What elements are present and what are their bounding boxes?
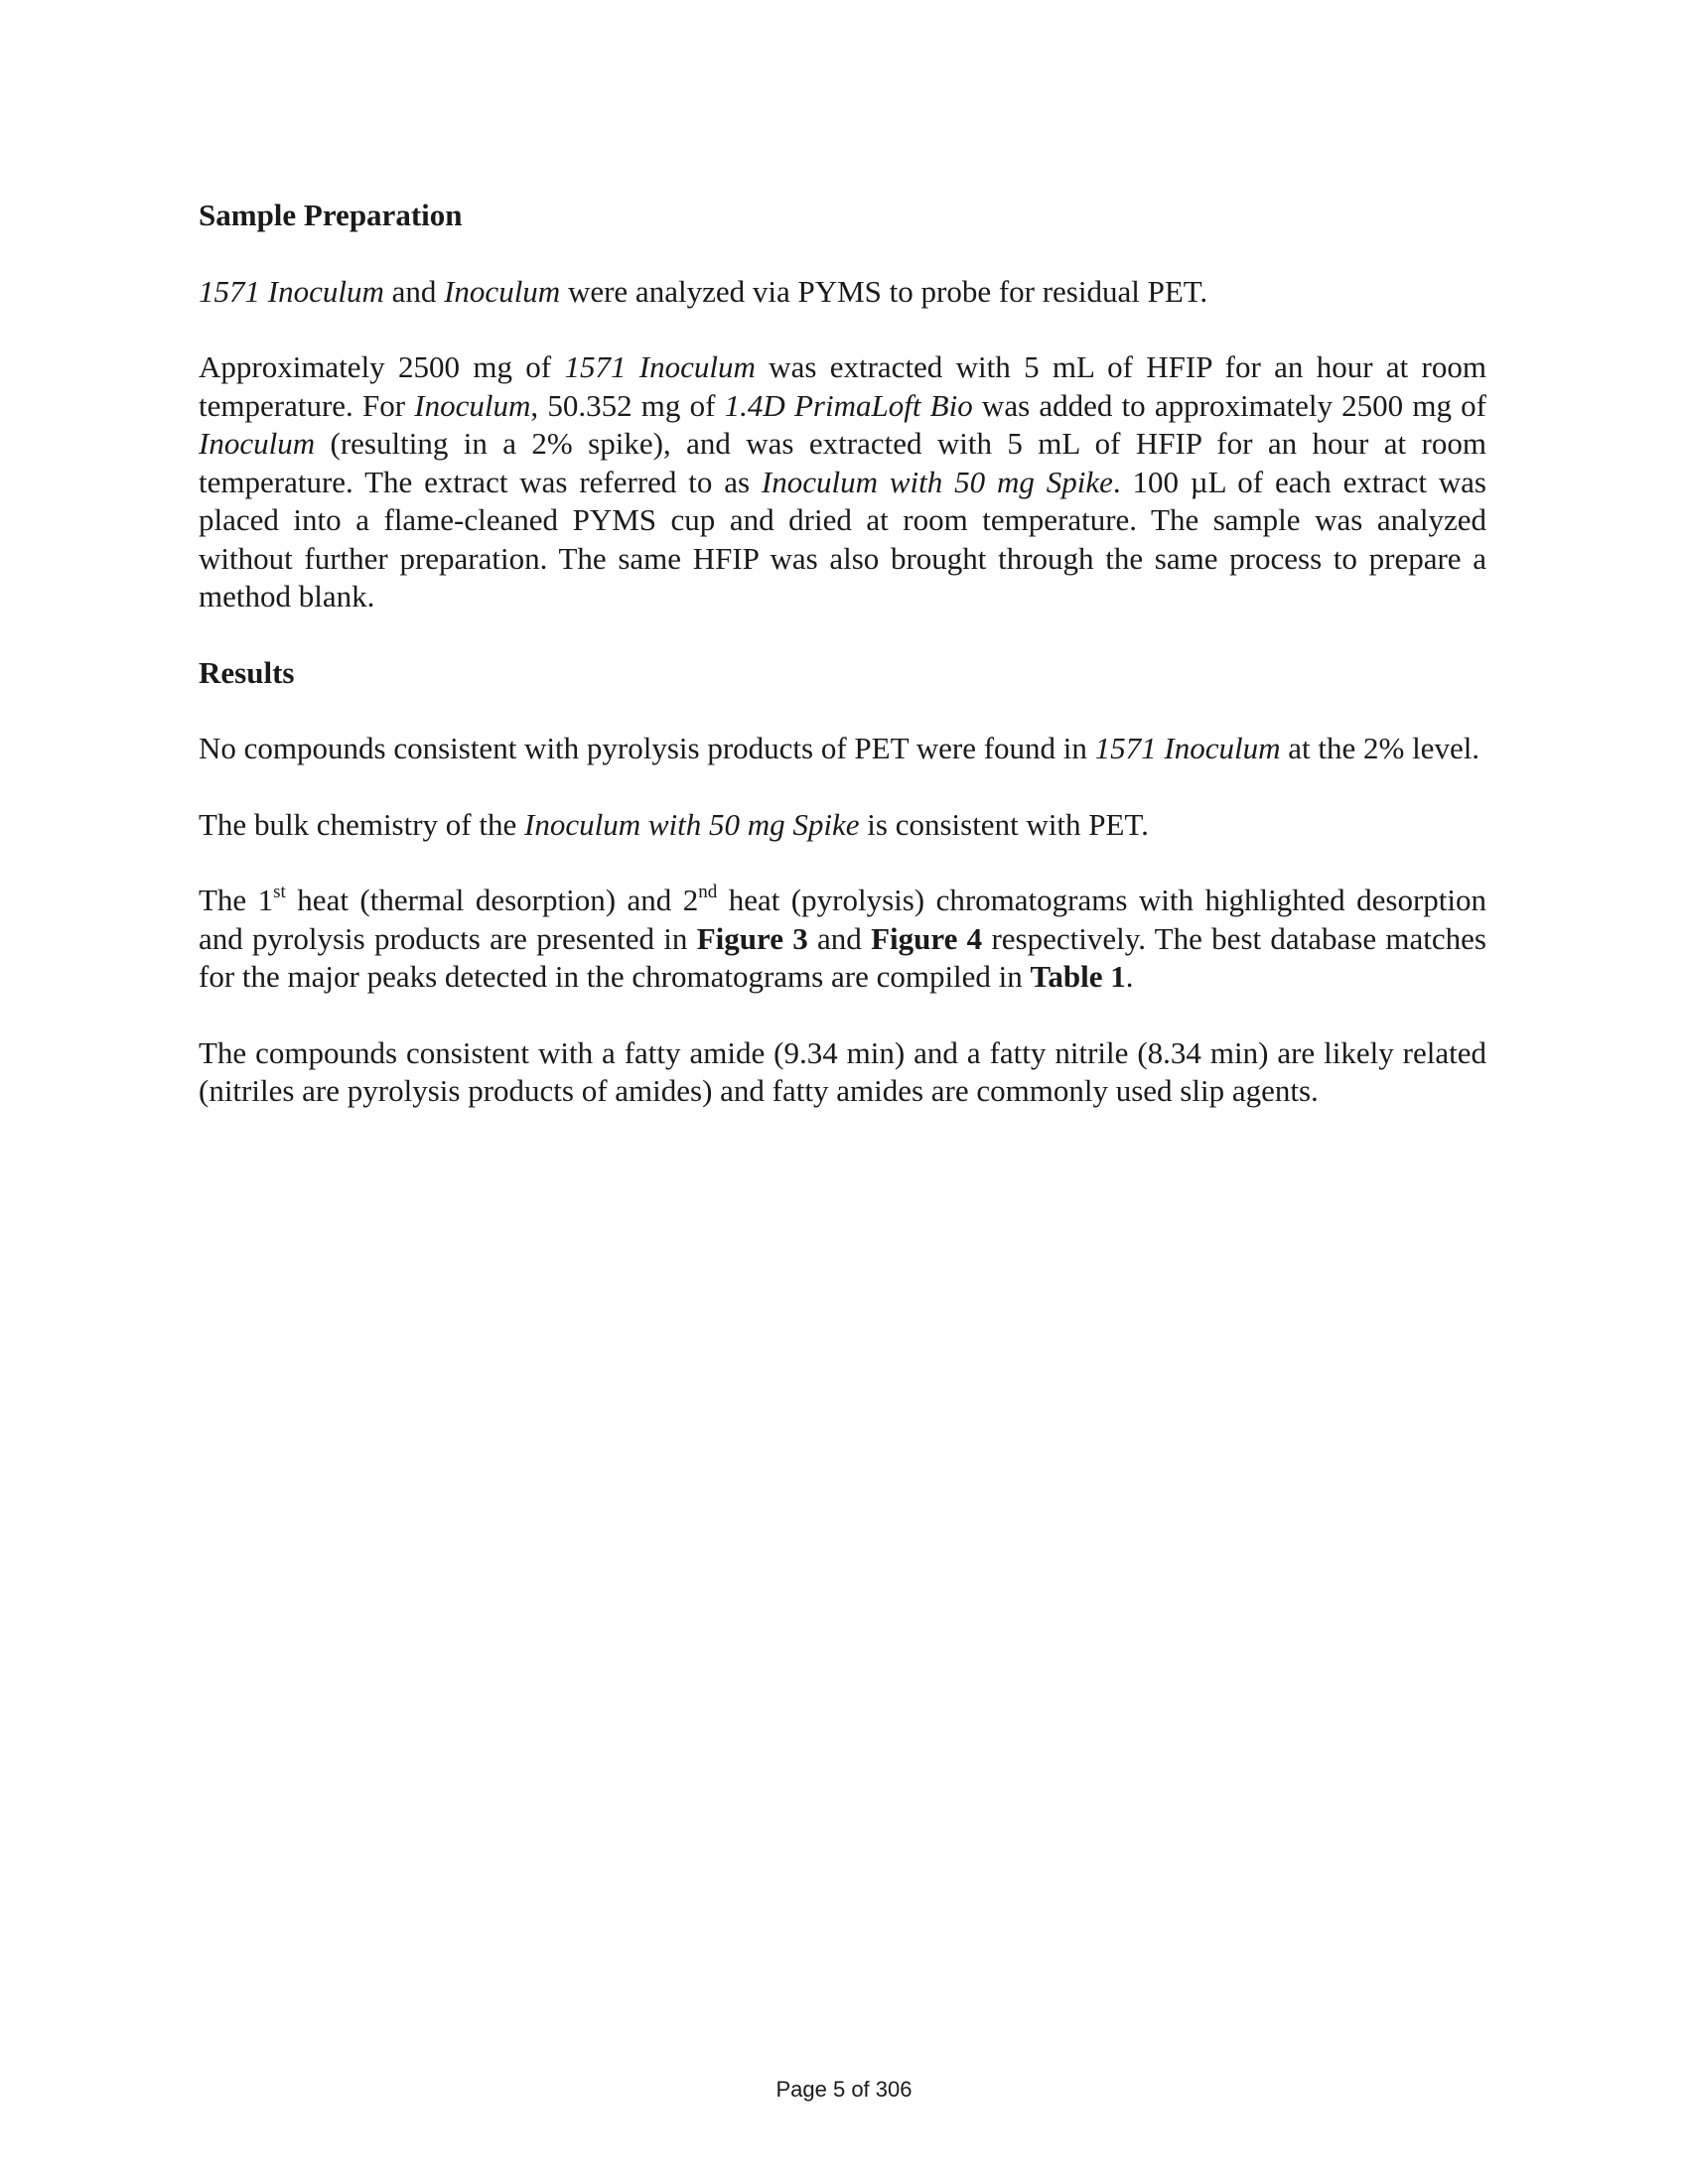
text-run: heat (pyrolysis) chromatograms with highlighted desorption and pyrolysis products are presented in [199,883,1486,956]
text-run: at the 2% level. [1280,731,1480,765]
paragraph-results-bulk [199,806,1486,845]
paragraph-results-amides [199,1034,1486,1111]
paragraph-results-pet [199,730,1486,768]
sample-name: Inoculum [199,426,316,461]
page-content [199,197,1486,1111]
sample-name: Inoculum [444,273,561,309]
text-run: The bulk chemistry of the [199,806,524,842]
superscript: nd [698,882,718,902]
heading-sample-preparation: Sample Preparation [199,198,463,232]
text-run: Approximately 2500 mg of [199,349,565,384]
paragraph-sample-prep-method [199,348,1486,616]
figure-reference: Figure 3 [696,920,808,956]
table-reference: Table 1 [1030,959,1126,994]
text-run: were analyzed via PYMS to probe for residual PET. [560,273,1208,309]
text-run: respectively. The best database matches for the major peaks detected in the chromatograms are compiled in [199,920,1486,994]
text-run: and [383,273,445,309]
sample-name: 1571 Inoculum [564,349,756,384]
figure-reference: Figure 4 [871,920,983,956]
text-run: No compounds consistent with pyrolysis products of PET were found in [199,731,1095,765]
sample-name: 1571 Inoculum [1094,731,1281,765]
page-number: Page 5 of 306 [775,2077,913,2102]
heading-results: Results [199,654,295,690]
text-run: was added to approximately 2500 mg of [972,387,1487,423]
text-run: heat (thermal desorption) and 2 [285,883,699,917]
text-run: (resulting in a 2% spike), and was extracted with 5 mL of HFIP for an hour at room temperature. The extract was referred to as [199,426,1486,499]
paragraph-results-chromatograms [199,882,1486,997]
sample-name: 1.4D PrimaLoft Bio [724,387,973,423]
text-run: is consistent with PET. [859,806,1149,842]
text-run: . [1125,959,1134,994]
sample-name: Inoculum with 50 mg Spike [524,806,860,842]
sample-name: 1571 Inoculum [199,273,384,309]
text-run: and [807,920,872,956]
text-run: The compounds consistent with a fatty amide (9.34 min) and a fatty nitrile (8.34 min) are likely related (nitriles are pyrolysis products of amides) and fatty amides are commonly used slip agents. [199,1034,1486,1108]
superscript: st [273,882,286,902]
sample-name: Inoculum with 50 mg Spike [761,464,1113,499]
text-run: . 100 µL of each extract was placed into a flame-cleaned PYMS cup and dried at room temperature. The sample was analyzed without further preparation. The same HFIP was also brought through the same process to prepare a method blank. [199,464,1486,614]
paragraph-sample-prep-intro [199,273,1486,312]
sample-name: Inoculum [414,387,531,423]
text-run: The 1 [199,883,274,917]
text-run: was extracted with 5 mL of HFIP for an hour at room temperature. For [199,349,1486,423]
text-run: , 50.352 mg of [530,387,725,423]
